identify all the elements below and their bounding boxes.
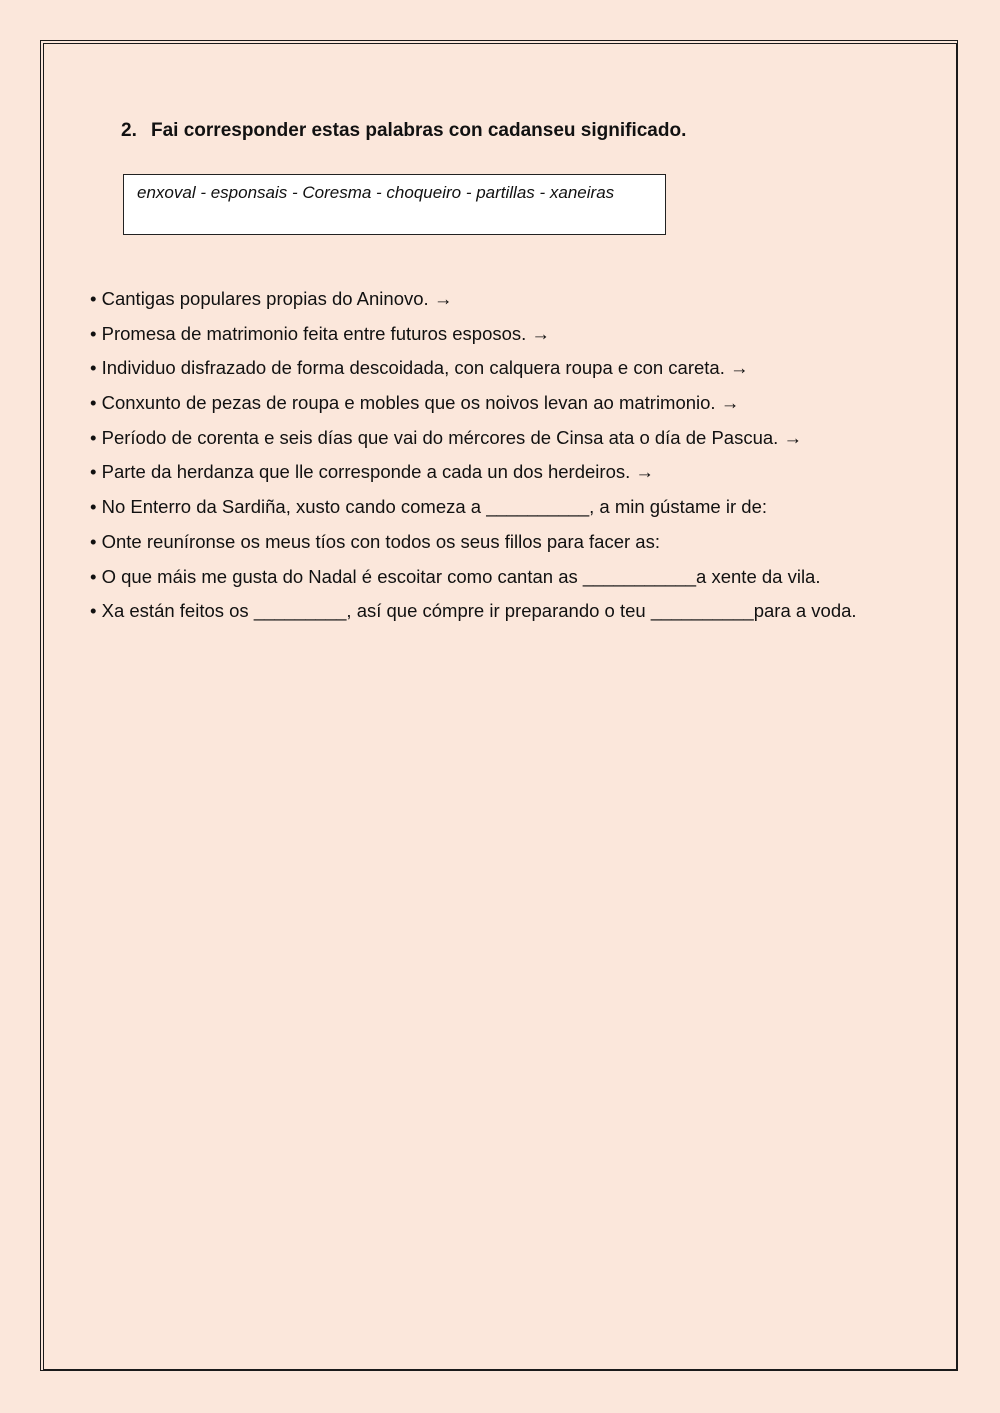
list-item: • Individuo disfrazado de forma descoidada, con calquera roupa e con careta. → xyxy=(90,357,749,379)
page-border-inner xyxy=(43,43,957,1370)
list-item: • Xa están feitos os _________, así que cómpre ir preparando o teu __________para a voda. xyxy=(90,600,857,622)
word-bank-box xyxy=(123,174,666,235)
list-item: • Promesa de matrimonio feita entre futuros esposos. → xyxy=(90,322,550,344)
list-item: • Parte da herdanza que lle corresponde a cada un dos herdeiros. → xyxy=(90,461,654,483)
exercise-number: 2. xyxy=(121,120,137,141)
list-item: • Período de corenta e seis días que vai do mércores de Cinsa ata o día de Pascua. → xyxy=(90,426,802,448)
list-item: • Cantigas populares propias do Aninovo. → xyxy=(90,288,453,309)
word-bank: enxoval - esponsais - Coresma - choqueiro - partillas - xaneiras xyxy=(137,183,615,202)
list-item: • No Enterro da Sardiña, xusto cando comeza a __________, a min gústame ir de: xyxy=(90,496,767,518)
list-item: • O que máis me gusta do Nadal é escoitar como cantan as ___________a xente da vila. xyxy=(90,565,821,587)
list-item: • Conxunto de pezas de roupa e mobles que os noivos levan ao matrimonio. → xyxy=(90,392,740,414)
definition-list xyxy=(90,282,908,629)
exercise-title: Fai corresponder estas palabras con cadanseu significado. xyxy=(151,120,687,141)
exercise-heading xyxy=(121,120,686,142)
list-item: • Onte reuníronse os meus tíos con todos os seus fillos para facer as: xyxy=(90,530,660,552)
